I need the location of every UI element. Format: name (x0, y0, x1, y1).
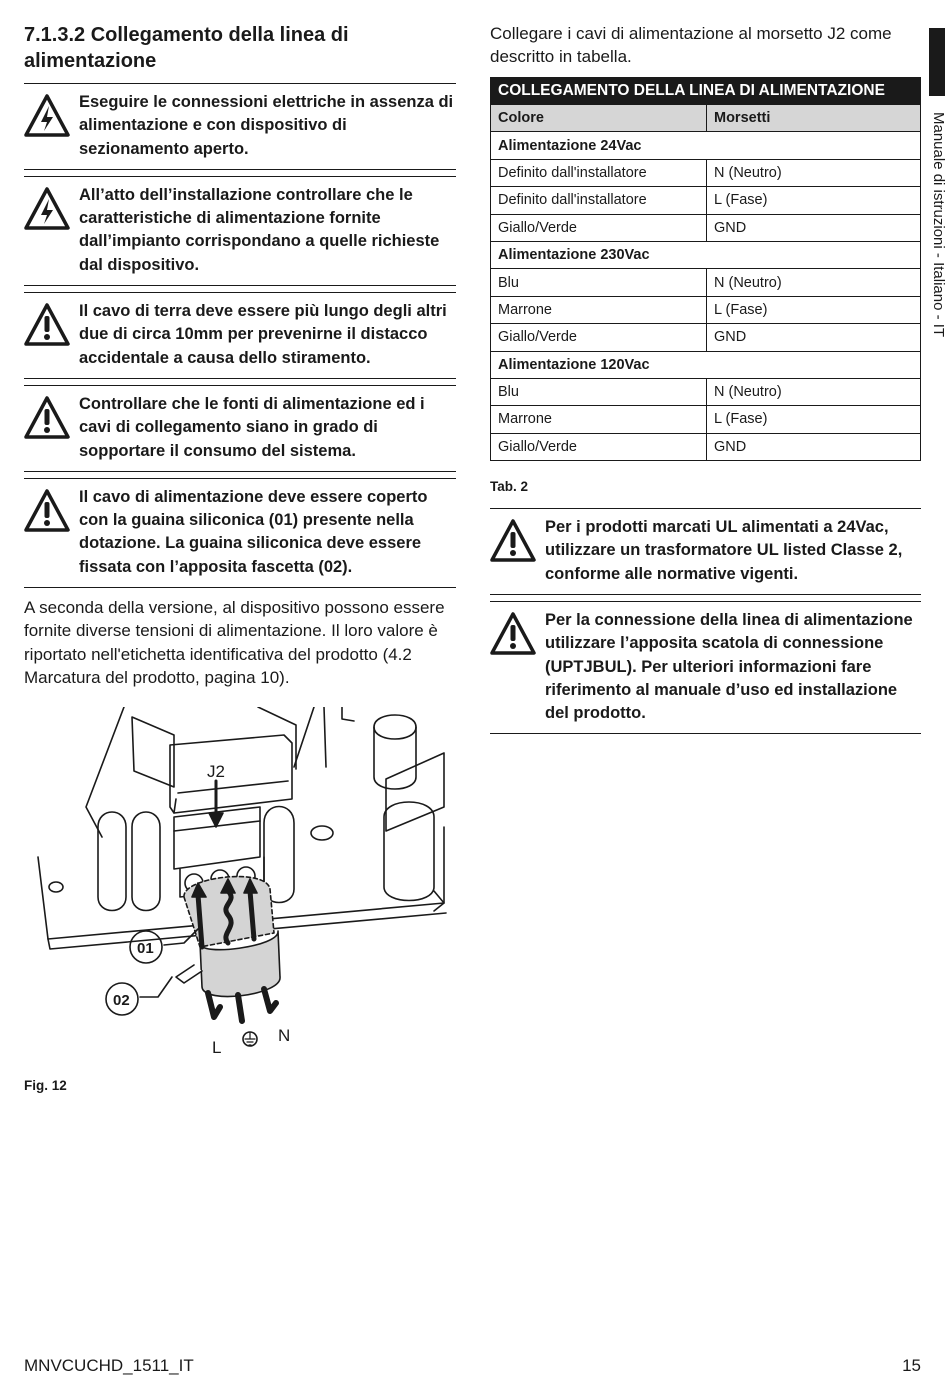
electric-hazard-icon (24, 186, 70, 232)
warning-text: Per la connessione della linea di alimentazione utilizzare l’apposita scatola di connessione (UPTJBUL). Per ulteriori informazioni fare riferimento al manuale d’uso ed installazione del prodotto. (545, 610, 913, 723)
left-column (24, 22, 456, 1067)
label-l: L (212, 1038, 222, 1058)
section-title: 7.1.3.2 Collegamento della linea di alimentazione (24, 24, 349, 72)
table-cell: N (Neutro) (707, 269, 921, 296)
warning-text: Controllare che le fonti di alimentazione ed i cavi di collegamento siano in grado di sopportare il consumo del sistema. (79, 394, 425, 460)
warning-icon (24, 302, 70, 348)
table-row (491, 324, 921, 351)
warning-icon (24, 395, 70, 441)
warning-box-3 (24, 292, 456, 379)
warning-icon (24, 488, 70, 534)
table-cell: Blu (491, 378, 707, 405)
table-row (491, 214, 921, 241)
warning-text: Per i prodotti marcati UL alimentati a 24Vac, utilizzare un trasformatore UL listed Classe 2, conforme alle normative vigenti. (545, 518, 903, 583)
table-row (491, 187, 921, 214)
table-cell: L (Fase) (707, 187, 921, 214)
warning-text: All’atto dell’installazione controllare che le caratteristiche di alimentazione fornite dall’impianto corrispondano a quelle richieste dal dispositivo. (79, 185, 440, 274)
table-row (491, 296, 921, 323)
table-row (491, 269, 921, 296)
footer-page-number: 15 (902, 1356, 921, 1375)
figure-power-connection (24, 707, 456, 1067)
table-cell: GND (707, 214, 921, 241)
warning-icon (490, 611, 536, 657)
table-cell: Marrone (491, 296, 707, 323)
table-cell: L (Fase) (707, 296, 921, 323)
label-j2: J2 (207, 762, 225, 782)
table-cell: L (Fase) (707, 406, 921, 433)
table-cell: Giallo/Verde (491, 433, 707, 460)
table-cell: Giallo/Verde (491, 324, 707, 351)
table-cell: N (Neutro) (707, 159, 921, 186)
footer-doc-code: MNVCUCHD_1511_IT (24, 1356, 194, 1375)
table-cell: GND (707, 324, 921, 351)
column-header-morsetti: Morsetti (707, 104, 921, 131)
warning-icon (490, 518, 536, 564)
warning-box-ul (490, 508, 921, 595)
table-cell: Giallo/Verde (491, 214, 707, 241)
table-row (491, 433, 921, 460)
table-group-row: Alimentazione 24Vac (491, 132, 921, 159)
warning-box-4 (24, 385, 456, 472)
warning-text: Eseguire le connessioni elettriche in assenza di alimentazione e con dispositivo di sezionamento aperto. (79, 93, 454, 158)
side-tab-marker (929, 28, 945, 96)
power-connector-illustration (24, 707, 456, 1067)
electric-hazard-icon (24, 93, 70, 139)
table-cell: Definito dall'installatore (491, 159, 707, 186)
table-title: COLLEGAMENTO DELLA LINEA DI ALIMENTAZIONE (491, 77, 921, 104)
label-02: 02 (113, 992, 130, 1010)
table-cell: GND (707, 433, 921, 460)
warning-box-1 (24, 83, 456, 170)
table-row (491, 159, 921, 186)
label-n: N (278, 1026, 291, 1046)
warning-box-junction (490, 601, 921, 734)
table-cell: Blu (491, 269, 707, 296)
warning-box-2 (24, 176, 456, 286)
warning-box-5 (24, 478, 456, 588)
body-paragraph: A seconda della versione, al dispositivo possono essere fornite diverse tensioni di alimentazione. Il loro valore è riportato nell'etichetta identificativa del prodotto (4.2 Marcatura del prodotto, pagina 10). (24, 598, 445, 687)
table-caption: Tab. 2 (490, 479, 529, 495)
table-cell: N (Neutro) (707, 378, 921, 405)
table-row (491, 378, 921, 405)
right-column (490, 22, 921, 740)
warning-text: Il cavo di alimentazione deve essere coperto con la guaina siliconica (01) presente nella dotazione. La guaina siliconica deve essere fissata con l’apposita fascetta (02). (79, 487, 428, 576)
connection-table (490, 77, 921, 461)
figure-caption: Fig. 12 (24, 1078, 67, 1093)
table-cell: Marrone (491, 406, 707, 433)
column-header-colore: Colore (491, 104, 707, 131)
table-cell: Definito dall'installatore (491, 187, 707, 214)
label-01: 01 (137, 940, 154, 958)
table-group-row: Alimentazione 230Vac (491, 241, 921, 268)
table-group-row: Alimentazione 120Vac (491, 351, 921, 378)
table-row (491, 406, 921, 433)
warning-text: Il cavo di terra deve essere più lungo degli altri due di circa 10mm per prevenirne il distacco accidentale a causa dello stiramento. (79, 302, 447, 367)
side-label: Manuale di istruzioni - Italiano - IT (930, 112, 947, 338)
table-intro: Collegare i cavi di alimentazione al morsetto J2 come descritto in tabella. (490, 24, 892, 67)
